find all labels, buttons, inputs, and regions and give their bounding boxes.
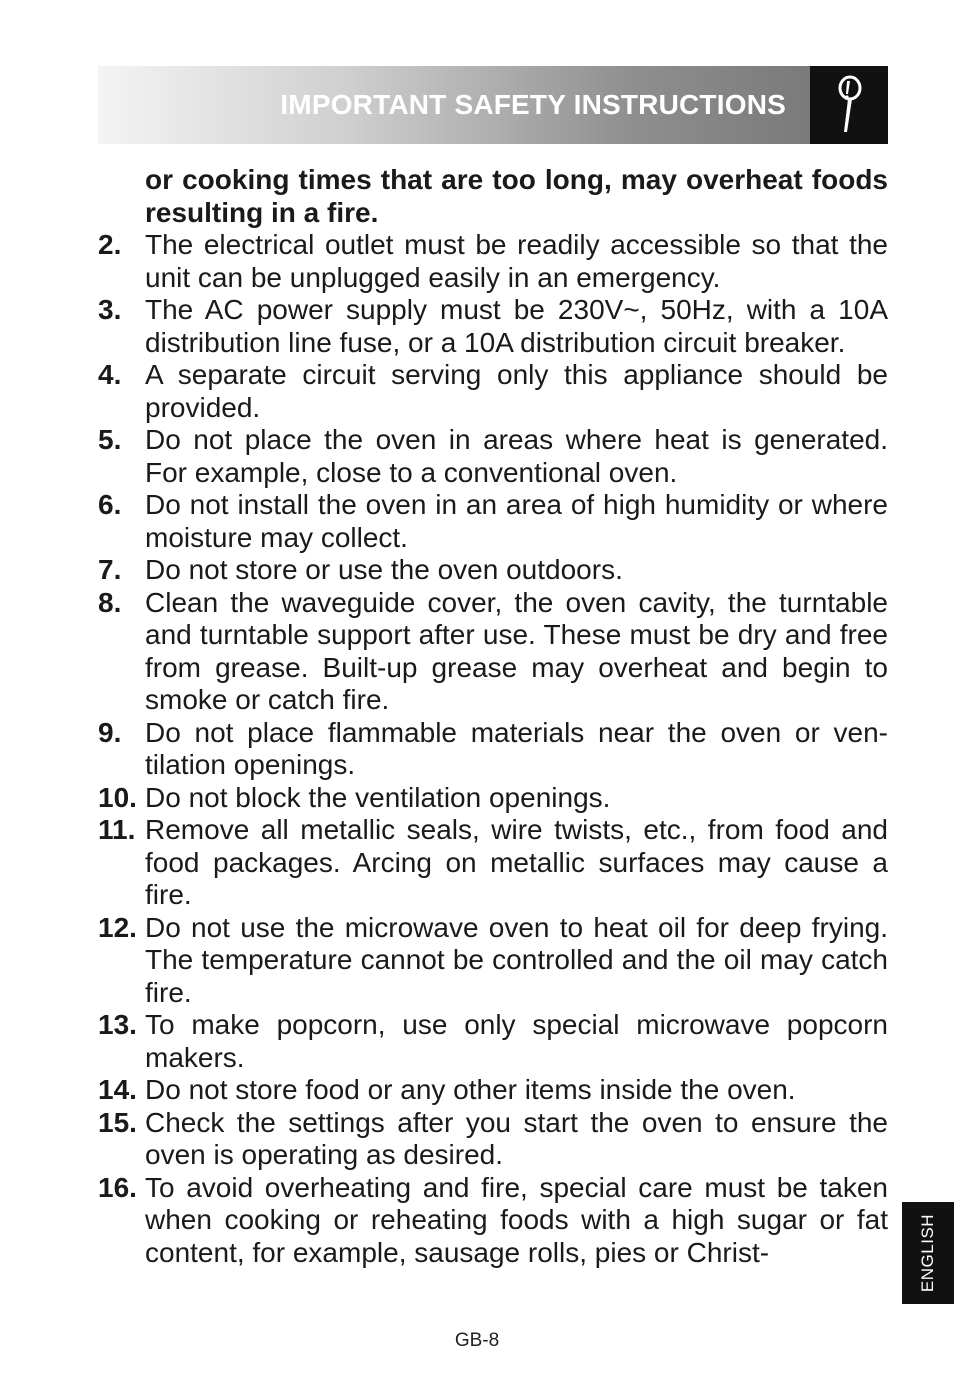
list-item (98, 814, 888, 912)
instruction-list (98, 164, 888, 1269)
list-item (98, 229, 888, 294)
header-icon-box (810, 66, 888, 144)
item-text: The electrical outlet must be readily accessible so that the unit can be unplugged easily in an emergency. (145, 229, 888, 293)
item-text: Do not place the oven in areas where heat is generated. For example, close to a conventional oven. (145, 424, 888, 488)
item-text: Do not store or use the oven outdoors. (145, 554, 623, 585)
page-number: GB-8 (454, 1330, 500, 1351)
item-text: Do not place flammable materials near the oven or ventilation openings. (145, 716, 888, 780)
list-item (98, 424, 888, 489)
item-number: 14. (98, 1074, 137, 1105)
item-number: 11. (98, 814, 136, 845)
item-text: Do not store food or any other items inside the oven. (145, 1074, 796, 1105)
list-item (98, 294, 888, 359)
list-item (98, 1074, 888, 1107)
item-text: Do not install the oven in an area of high humidity or where moisture may collect. (145, 489, 888, 553)
item-number: 10. (98, 781, 137, 813)
list-item (98, 1009, 888, 1074)
item-number: 16. (98, 1171, 137, 1203)
intro-continuation: or cooking times that are too long, may overheat foods resulting in a fire. (145, 164, 888, 228)
list-item (98, 912, 888, 1010)
item-number: 8. (98, 586, 122, 618)
list-item (98, 1107, 888, 1172)
list-item (98, 554, 888, 587)
item-text: To make popcorn, use only special microwave popcorn makers. (145, 1009, 888, 1073)
item-number: 6. (98, 489, 122, 520)
list-item (98, 489, 888, 554)
item-text: Check the settings after you start the oven to ensure the oven is operating as desired. (145, 1106, 888, 1170)
warning-exclamation-icon (810, 66, 888, 144)
item-text: Do not use the microwave oven to heat oil for deep frying. The temperature cannot be controlled and the oil may catch fire. (145, 911, 888, 1008)
item-number: 15. (98, 1106, 137, 1138)
list-item (98, 587, 888, 717)
item-text: Remove all metallic seals, wire twists, etc., from food and food packages. Arcing on metallic surfaces may cause a fire. (145, 814, 888, 910)
list-item (98, 782, 888, 815)
item-number: 9. (98, 716, 122, 748)
item-number: 3. (98, 294, 122, 325)
item-text: Clean the waveguide cover, the oven cavity, the turntable and turntable support after use. These must be dry and free from grease. Built-up grease may overheat and begin to smoke or catch fire. (145, 586, 888, 715)
item-number: 7. (98, 554, 122, 585)
item-text: A separate circuit serving only this appliance should be provided. (145, 359, 888, 423)
item-number: 13. (98, 1009, 137, 1040)
list-item (98, 359, 888, 424)
item-number: 4. (98, 359, 122, 390)
page-title: IMPORTANT SAFETY INSTRUCTIONS (280, 89, 786, 120)
language-tab (902, 1202, 954, 1304)
language-label: ENGLISH (918, 1213, 937, 1293)
item-number: 12. (98, 911, 137, 943)
item-text: The AC power supply must be 230V~, 50Hz, with a 10A distribution line fuse, or a 10A distribution circuit breaker. (145, 294, 888, 358)
item-number: 2. (98, 229, 122, 260)
list-item (98, 1172, 888, 1270)
header-bar (98, 66, 810, 144)
item-number: 5. (98, 424, 122, 455)
item-text: Do not block the ventilation openings. (145, 781, 611, 813)
list-item (98, 717, 888, 782)
item-text: To avoid overheating and fire, special care must be taken when cooking or reheating foods with a high sugar or fat content, for example, sausage rolls, pies or Christ- (145, 1171, 888, 1268)
